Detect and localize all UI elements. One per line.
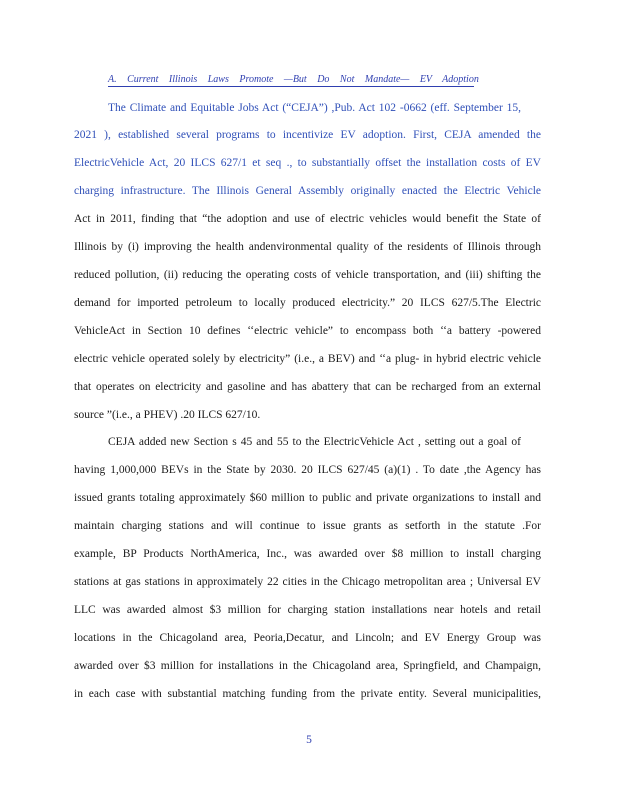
body-line: locations in the Chicagoland area, Peoria,Decatur, and Lincoln; and EV Energy Group was <box>74 632 541 644</box>
body-line: reduced pollution, (ii) reducing the operating costs of vehicle transportation, and (iii) shifting the <box>74 269 541 281</box>
body-line: example, BP Products NorthAmerica, Inc., was awarded over $8 million to install charging <box>74 548 541 560</box>
body-line: electric vehicle operated solely by electricity” (i.e., a BEV) and ‘‘a plug- in hybrid electric vehicle <box>74 353 541 365</box>
body-line: ElectricVehicle Act, 20 ILCS 627/1 et seq ., to substantially offset the installation costs of EV <box>74 157 541 169</box>
body-line: demand for imported petroleum to locally produced electricity.” 20 ILCS 627/5.The Electric <box>74 297 541 309</box>
body-line: VehicleAct in Section 10 defines ‘‘electric vehicle” to encompass both ‘‘a battery -powered <box>74 325 541 337</box>
page-number: 5 <box>306 734 312 746</box>
body-line: LLC was awarded almost $3 million for charging station installations near hotels and retail <box>74 604 541 616</box>
body-line: Illinois by (i) improving the health andenvironmental quality of the residents of Illinois through <box>74 241 541 253</box>
body-line: that operates on electricity and gasoline and has abattery that can be recharged from an external <box>74 381 541 393</box>
body-line: issued grants totaling approximately $60 million to public and private organizations to install and <box>74 492 541 504</box>
body-line: CEJA added new Section s 45 and 55 to the ElectricVehicle Act , setting out a goal of <box>108 436 521 448</box>
body-line: stations at gas stations in approximately 22 cities in the Chicago metropolitan area ; Universal EV <box>74 576 541 588</box>
heading-underline <box>108 86 474 87</box>
body-line: Act in 2011, finding that “the adoption and use of electric vehicles would benefit the State of <box>74 213 541 225</box>
body-line: The Climate and Equitable Jobs Act (“CEJA”) ,Pub. Act 102 -0662 (eff. September 15, <box>108 102 521 114</box>
body-line: awarded over $3 million for installations in the Chicagoland area, Springfield, and Champaign, <box>74 660 541 672</box>
body-line: in each case with substantial matching funding from the private entity. Several municipalities, <box>74 688 541 700</box>
body-line: source ”(i.e., a PHEV) .20 ILCS 627/10. <box>74 409 261 421</box>
body-line: having 1,000,000 BEVs in the State by 2030. 20 ILCS 627/45 (a)(1) . To date ,the Agency has <box>74 464 541 476</box>
body-line: maintain charging stations and will continue to issue grants as setforth in the statute .For <box>74 520 541 532</box>
section-heading: A. Current Illinois Laws Promote —But Do Not Mandate— EV Adoption <box>108 74 479 85</box>
body-line: 2021 ), established several programs to incentivize EV adoption. First, CEJA amended the <box>74 129 541 141</box>
body-line: charging infrastructure. The Illinois General Assembly originally enacted the Electric Vehicle <box>74 185 541 197</box>
